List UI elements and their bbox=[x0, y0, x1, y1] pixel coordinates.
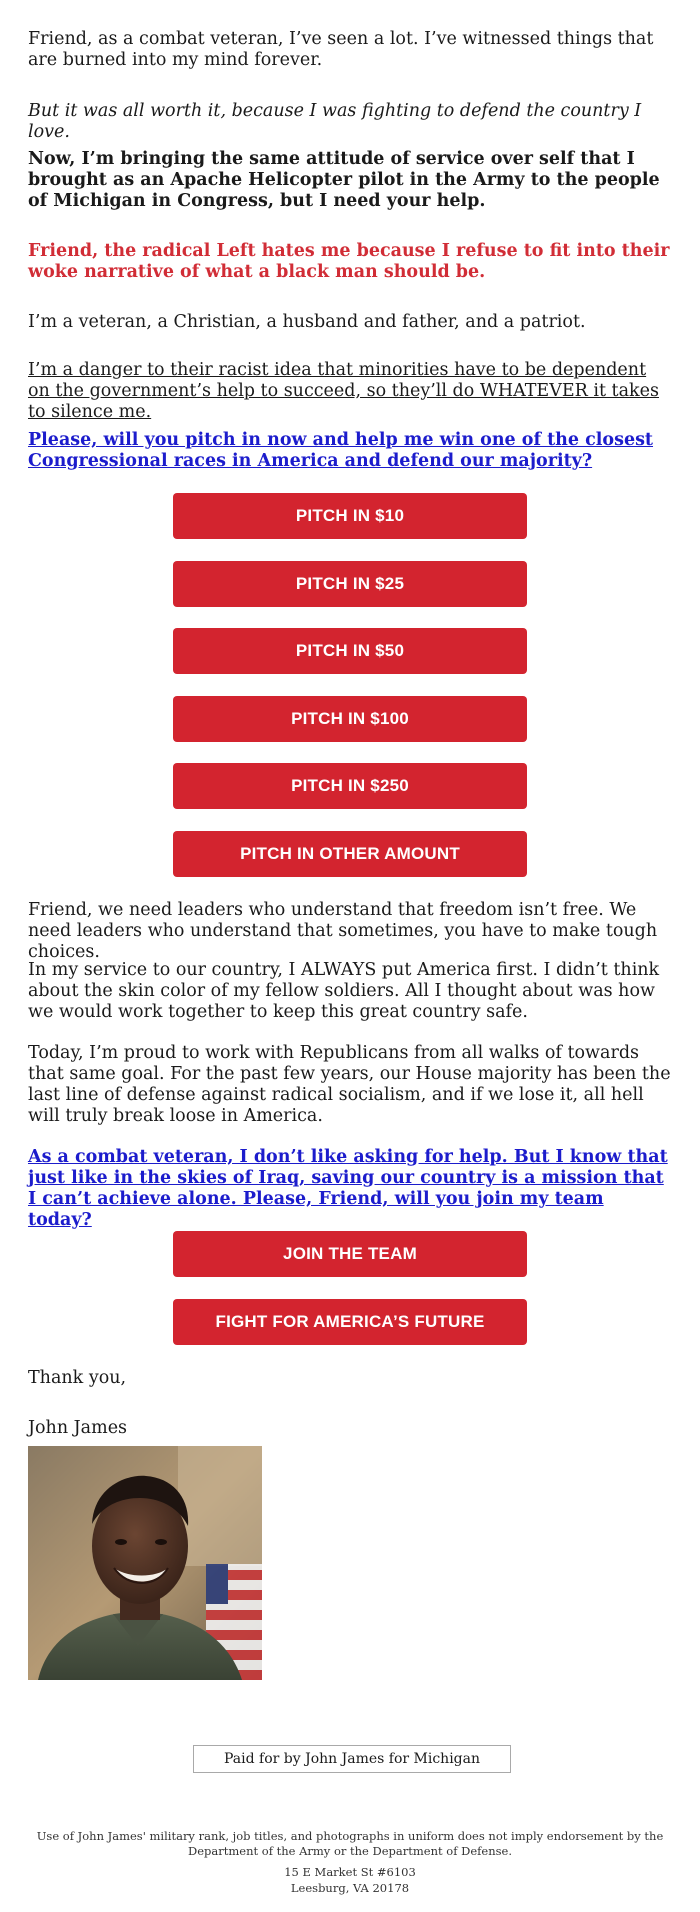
candidate-photo bbox=[28, 1446, 262, 1680]
address-line-1: 15 E Market St #6103 bbox=[284, 1865, 416, 1879]
donate-link-1[interactable]: Please, will you pitch in now and help me win one of the closest Congressional races in America and defend our majority? bbox=[28, 430, 654, 471]
intro-paragraph: Friend, as a combat veteran, I’ve seen a lot. I’ve witnessed things that are burned into my mind forever. bbox=[28, 29, 654, 70]
pitch-25-button[interactable]: PITCH IN $25 bbox=[173, 561, 527, 607]
address-line-2: Leesburg, VA 20178 bbox=[290, 1881, 410, 1895]
fight-for-future-button[interactable]: FIGHT FOR AMERICA’S FUTURE bbox=[173, 1299, 527, 1345]
republicans-paragraph: Today, I’m proud to work with Republicans from all walks of towards that same goal. For the past few years, our House majority has been the last line of defense against radical socialism, and if we lose it, all hell will truly break loose in America. bbox=[28, 1043, 671, 1126]
candidate-portrait-image bbox=[28, 1446, 262, 1680]
pitch-other-amount-button[interactable]: PITCH IN OTHER AMOUNT bbox=[173, 831, 527, 877]
paid-for-box: Paid for by John James for Michigan bbox=[193, 1745, 511, 1773]
pitch-100-button[interactable]: PITCH IN $100 bbox=[173, 696, 527, 742]
red-headline: Friend, the radical Left hates me because I refuse to fit into their woke narrative of what a black man should be. bbox=[28, 241, 670, 282]
donate-link-2[interactable]: As a combat veteran, I don’t like asking for help. But I know that just like in the skies of Iraq, saving our country is a mission that I can’t achieve alone. Please, Friend, will you join my team today? bbox=[28, 1147, 668, 1230]
pitch-250-button[interactable]: PITCH IN $250 bbox=[173, 763, 527, 809]
closing-text: Thank you, bbox=[28, 1368, 127, 1388]
bold-paragraph: Now, I’m bringing the same attitude of service over self that I brought as an Apache Helicopter pilot in the Army to the people of Michigan in Congress, but I need your help. bbox=[28, 149, 660, 211]
disclaimer-text: Use of John James' military rank, job titles, and photographs in uniform does not imply endorsement by the Department of the Army or the Department of Defense. bbox=[36, 1829, 664, 1858]
italic-paragraph: But it was all worth it, because I was fighting to defend the country I love. bbox=[28, 101, 642, 142]
service-paragraph: In my service to our country, I ALWAYS put America first. I didn’t think about the skin color of my fellow soldiers. All I thought about was how we would work together to keep this great country safe. bbox=[28, 960, 660, 1022]
signature-name: John James bbox=[28, 1418, 128, 1438]
join-the-team-button[interactable]: JOIN THE TEAM bbox=[173, 1231, 527, 1277]
leaders-paragraph: Friend, we need leaders who understand that freedom isn’t free. We need leaders who understand that sometimes, you have to make tough choices. bbox=[28, 900, 658, 962]
pitch-50-button[interactable]: PITCH IN $50 bbox=[173, 628, 527, 674]
underlined-paragraph: I’m a danger to their racist idea that minorities have to be dependent on the government’s help to succeed, so they’ll do WHATEVER it takes to silence me. bbox=[28, 360, 659, 422]
pitch-10-button[interactable]: PITCH IN $10 bbox=[173, 493, 527, 539]
identity-paragraph: I’m a veteran, a Christian, a husband and father, and a patriot. bbox=[28, 312, 586, 332]
